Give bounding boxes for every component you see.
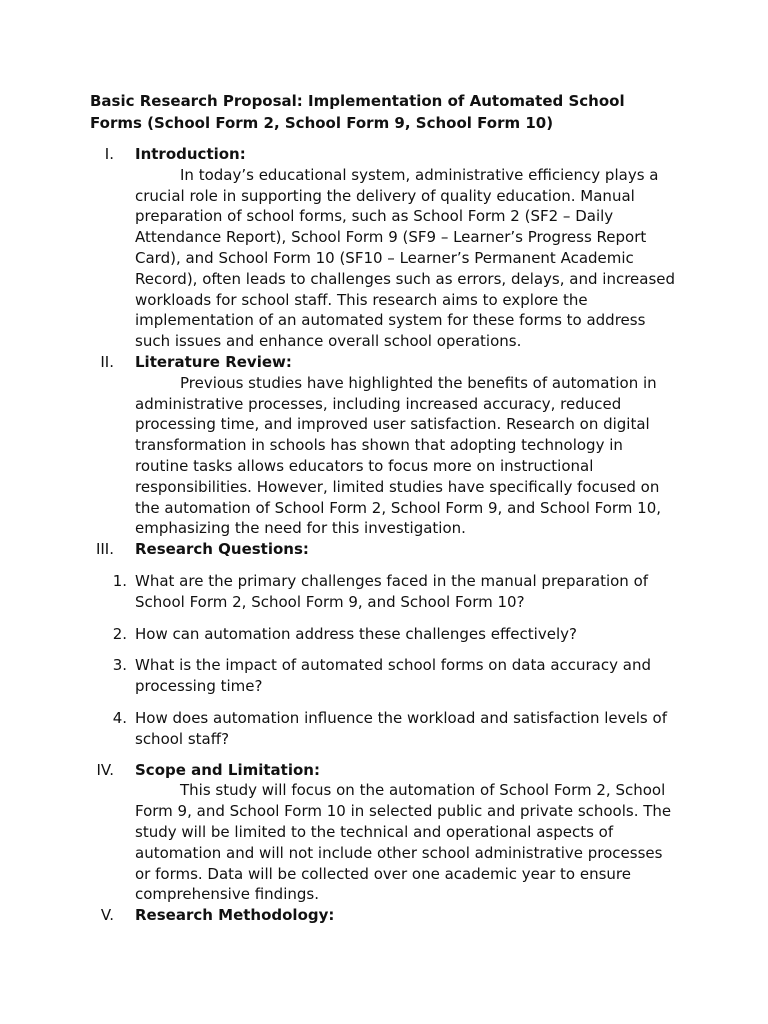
list-item-number: 1.	[112, 571, 127, 590]
section-research-methodology	[90, 905, 675, 926]
list-item-number: 4.	[112, 708, 127, 727]
section-literature-review	[90, 352, 675, 539]
section-body: In today’s educational system, administrative efficiency plays a crucial role in supporting the delivery of quality education. Manual preparation of school forms, such as School Form 2 (SF2 – Daily Attendance Report), School Form 9 (SF9 – Learner’s Progress Report Card), and School Form 10 (SF10 – Learner’s Permanent Academic Record), often leads to challenges such as errors, delays, and increased workloads for school staff. This research aims to explore the implementation of an automated system for these forms to address such issues and enhance overall school operations.	[135, 165, 676, 351]
section-numeral: V.	[100, 906, 114, 925]
section-scope-and-limitation	[90, 760, 675, 906]
section-numeral: III.	[95, 540, 114, 559]
section-research-questions	[90, 539, 675, 560]
section-numeral: I.	[104, 145, 114, 163]
section-introduction	[90, 144, 675, 352]
list-item	[90, 624, 675, 645]
section-heading: Research Methodology:	[135, 906, 335, 925]
section-numeral: IV.	[96, 760, 114, 779]
list-item-text: How can automation address these challenges effectively?	[135, 624, 577, 643]
section-heading: Scope and Limitation:	[135, 760, 320, 779]
section-body: This study will focus on the automation of School Form 2, School Form 9, and School Form 10 in selected public and private schools. The study will be limited to the technical and operational aspects of automation and will not include other school administrative processes or forms. Data will be collected over one academic year to ensure comprehensive findings.	[135, 781, 672, 904]
section-heading: Research Questions:	[135, 540, 309, 559]
list-item	[90, 655, 675, 697]
section-numeral: II.	[100, 352, 114, 371]
list-item	[90, 571, 675, 613]
section-heading: Literature Review:	[135, 352, 292, 371]
section-body: Previous studies have highlighted the benefits of automation in administrative processes, including increased accuracy, reduced processing time, and improved user satisfaction. Research on digital transformation in schools has shown that adopting technology in routine tasks allows educators to focus more on instructional responsibilities. However, limited studies have specifically focused on the automation of School Form 2, School Form 9, and School Form 10, emphasizing the need for this investigation.	[135, 373, 662, 538]
list-item-text: What are the primary challenges faced in the manual preparation of School Form 2, School Form 9, and School Form 10?	[135, 571, 649, 611]
research-questions-list	[90, 571, 768, 750]
list-item-number: 3.	[112, 656, 127, 675]
list-item	[90, 708, 675, 750]
section-heading: Introduction:	[135, 145, 246, 163]
list-item-text: How does automation influence the workload and satisfaction levels of school staff?	[135, 708, 667, 748]
document-title: Basic Research Proposal: Implementation of Automated School Forms (School Form 2, School Form 9, School Form 10)	[90, 92, 625, 132]
list-item-text: What is the impact of automated school forms on data accuracy and processing time?	[135, 656, 651, 696]
list-item-number: 2.	[112, 624, 127, 643]
